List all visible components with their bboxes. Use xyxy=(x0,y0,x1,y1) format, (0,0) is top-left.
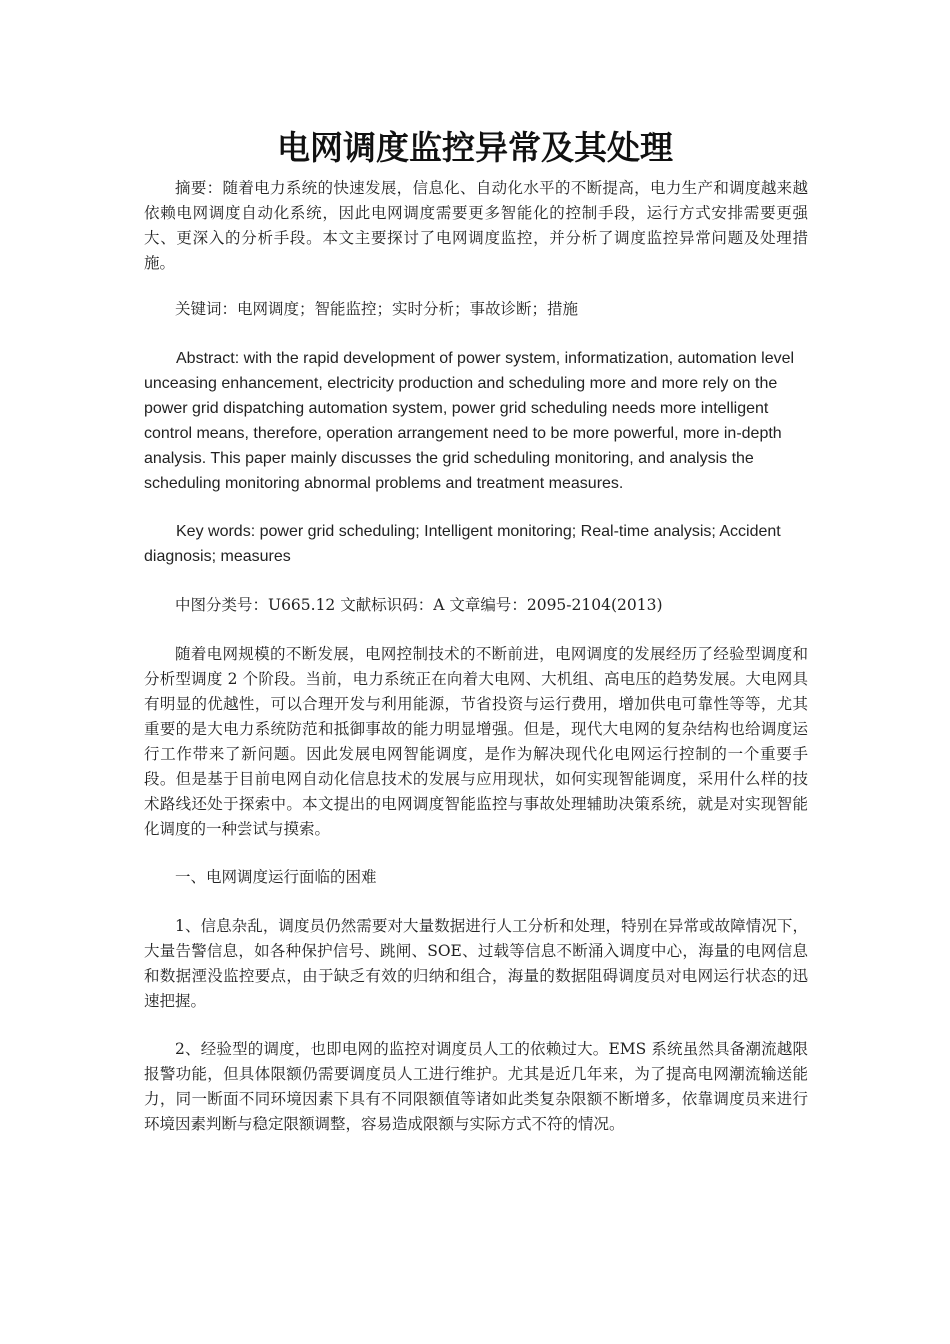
intro-paragraph: 随着电网规模的不断发展，电网控制技术的不断前进，电网调度的发展经历了经验型调度和分析型调度 2 个阶段。当前，电力系统正在向着大电网、大机组、高电压的趋势发展。大电网具有明显的优越性，可以合理开发与利用能源，节省投资与运行费用，增加供电可靠性等等，尤其重要的是大电力系统防范和抵御事故的能力明显增强。但是，现代大电网的复杂结构也给调度运行工作带来了新问题。因此发展电网智能调度，是作为解决现代化电网运行控制的一个重要手段。但是基于目前电网自动化信息技术的发展与应用现状，如何实现智能调度，采用什么样的技术路线还处于探索中。本文提出的电网调度智能监控与事故处理辅助决策系统，就是对实现智能化调度的一种尝试与摸索。 xyxy=(144,645,808,838)
difficulty-point-2: 2、经验型的调度，也即电网的监控对调度员人工的依赖过大。EMS 系统虽然具备潮流越限报警功能，但具体限额仍需要调度员人工进行维护。尤其是近几年来，为了提高电网潮流输送能力，同一断面不同环境因素下具有不同限额值等诸如此类复杂限额不断增多，依靠调度员来进行环境因素判断与稳定限额调整，容易造成限额与实际方式不符的情况。 xyxy=(144,1040,808,1133)
classification-info: 中图分类号：U665.12 文献标识码：A 文章编号：2095-2104(2013) xyxy=(175,596,663,614)
abstract-english: Abstract: with the rapid development of power system, informatization, automation level unceasing enhancement, electricity production and scheduling more and more rely on the power grid dispatching automation system, power grid scheduling needs more intelligent control means, therefore, operation arrangement need to be more powerful, more in-depth analysis. This paper mainly discusses the grid scheduling monitoring, and analysis the scheduling monitoring abnormal problems and treatment measures. xyxy=(144,350,795,492)
keywords-chinese: 关键词：电网调度；智能监控；实时分析；事故诊断；措施 xyxy=(175,300,579,318)
difficulty-point-1: 1、信息杂乱，调度员仍然需要对大量数据进行人工分析和处理，特别在异常或故障情况下，大量告警信息，如各种保护信号、跳闸、SOE、过载等信息不断涌入调度中心，海量的电网信息和数据湮没监控要点，由于缺乏有效的归纳和组合，海量的数据阻碍调度员对电网运行状态的迅速把握。 xyxy=(144,917,808,1010)
keywords-english: Key words: power grid scheduling; Intelligent monitoring; Real-time analysis; Accident diagnosis; measures xyxy=(144,523,781,565)
document-title: 电网调度监控异常及其处理 xyxy=(277,128,673,167)
section-1-heading: 一、电网调度运行面临的困难 xyxy=(175,868,377,886)
abstract-chinese: 摘要：随着电力系统的快速发展，信息化、自动化水平的不断提高，电力生产和调度越来越依赖电网调度自动化系统，因此电网调度需要更多智能化的控制手段，运行方式安排需要更强大、更深入的分析手段。本文主要探讨了电网调度监控，并分析了调度监控异常问题及处理措施。 xyxy=(144,179,808,272)
